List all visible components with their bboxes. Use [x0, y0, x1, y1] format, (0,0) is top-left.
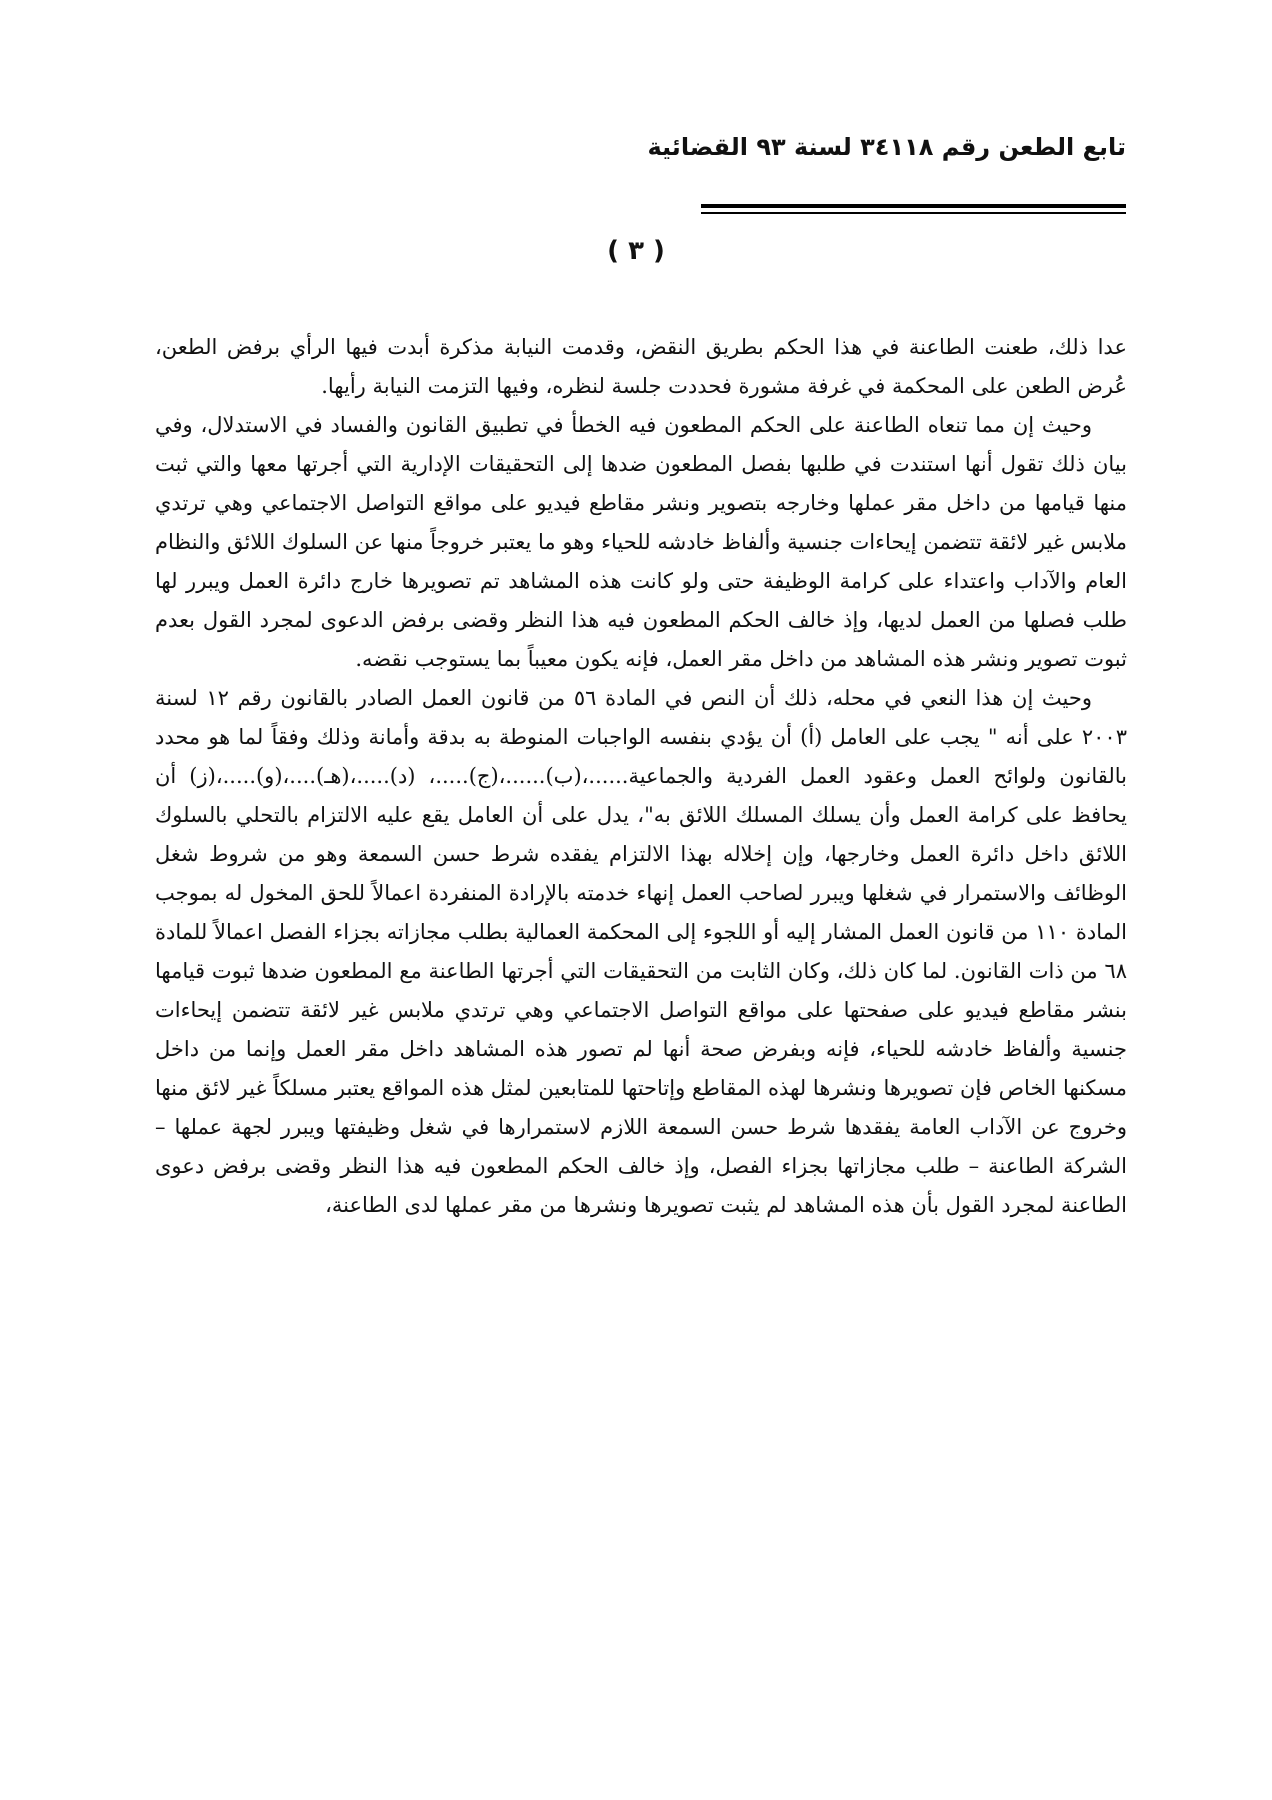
page-number: ( ٣ )	[607, 236, 665, 266]
paragraph: وحيث إن هذا النعي في محله، ذلك أن النص في المادة ٥٦ من قانون العمل الصادر بالقانون رقم ١٢ لسنة ٢٠٠٣ على أنه " يجب على العامل (أ) أن يؤدي بنفسه الواجبات المنوطة به بدقة وأمانة وذلك وفقاً لما هو محدد بالقانون ولوائح العمل وعقود العمل الفردية والجماعية......،(ب)......،(ج).....، (د).....،(هـ)....،(و).....،(ز) أن يحافظ على كرامة العمل وأن يسلك المسلك اللائق به"، يدل على أن العامل يقع عليه الالتزام بالتحلي بالسلوك اللائق داخل دائرة العمل وخارجها، وإن إخلاله بهذا الالتزام يفقده شرط حسن السمعة وهو من شروط شغل الوظائف والاستمرار في شغلها ويبرر لصاحب العمل إنهاء خدمته بالإرادة المنفردة اعمالاً للحق المخول له بموجب المادة ١١٠ من قانون العمل المشار إليه أو اللجوء إلى المحكمة العمالية بطلب مجازاته بجزاء الفصل اعمالاً للمادة ٦٨ من ذات القانون. لما كان ذلك، وكان الثابت من التحقيقات التي أجرتها الطاعنة مع المطعون ضدها ثبوت قيامها بنشر مقاطع فيديو على صفحتها على مواقع التواصل الاجتماعي وهي ترتدي ملابس غير لائقة تتضمن إيحاءات جنسية وألفاظ خادشه للحياء، فإنه وبفرض صحة أنها لم تصور هذه المشاهد داخل مقر العمل وإنما من داخل مسكنها الخاص فإن تصويرها ونشرها لهذه المقاطع وإتاحتها للمتابعين لمثل هذه المواقع يعتبر مسلكاً غير لائق منها وخروج عن الآداب العامة يفقدها شرط حسن السمعة اللازم لاستمرارها في شغل وظيفتها ويبرر لجهة عملها – الشركة الطاعنة – طلب مجازاتها بجزاء الفصل، وإذ خالف الحكم المطعون فيه هذا النظر وقضى برفض دعوى الطاعنة لمجرد القول بأن هذه المشاهد لم يثبت تصويرها ونشرها من مقر عملها لدى الطاعنة،	[155, 686, 1127, 1217]
header-divider-thin	[701, 212, 1126, 214]
case-header-title: تابع الطعن رقم ٣٤١١٨ لسنة ٩٣ القضائية	[647, 133, 1126, 161]
paragraph: وحيث إن مما تنعاه الطاعنة على الحكم المطعون فيه الخطأ في تطبيق القانون والفساد في الاستدلال، وفي بيان ذلك تقول أنها استندت في طلبها بفصل المطعون ضدها إلى التحقيقات الإدارية التي أجرتها معها والتي ثبت منها قيامها من داخل مقر عملها وخارجه بتصوير ونشر مقاطع فيديو على مواقع التواصل الاجتماعي وهي ترتدي ملابس غير لائقة تتضمن إيحاءات جنسية وألفاظ خادشه للحياء وهو ما يعتبر خروجاً منها عن السلوك اللائق والنظام العام والآداب واعتداء على كرامة الوظيفة حتى ولو كانت هذه المشاهد تم تصويرها خارج دائرة العمل ويبرر لها طلب فصلها من العمل لديها، وإذ خالف الحكم المطعون فيه هذا النظر وقضى برفض الدعوى لمجرد القول بعدم ثبوت تصوير ونشر هذه المشاهد من داخل مقر العمل، فإنه يكون معيباً بما يستوجب نقضه.	[155, 413, 1127, 671]
header-divider-thick	[701, 204, 1126, 208]
document-body	[155, 328, 1127, 1225]
paragraph: عدا ذلك، طعنت الطاعنة في هذا الحكم بطريق النقض، وقدمت النيابة مذكرة أبدت فيها الرأي برفض الطعن، عُرض الطعن على المحكمة في غرفة مشورة فحددت جلسة لنظره، وفيها التزمت النيابة رأيها.	[155, 335, 1127, 398]
